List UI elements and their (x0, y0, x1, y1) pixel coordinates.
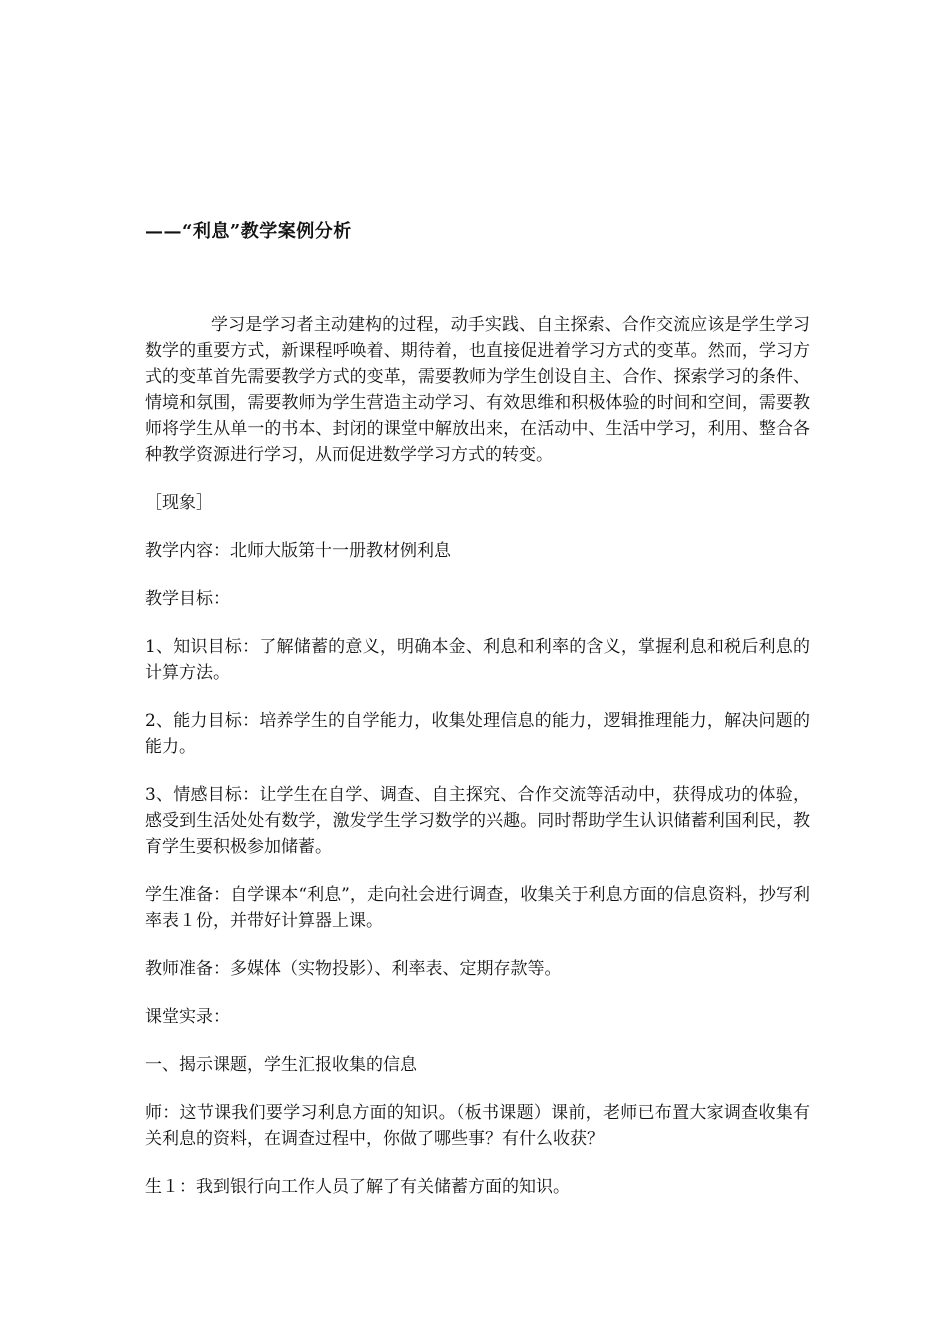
student-preparation: 学生准备：自学课本“利息”，走向社会进行调查，收集关于利息方面的信息资料，抄写利率表１份，并带好计算器上课。 (145, 885, 810, 931)
teaching-content-line: 教学内容：北师大版第十一册教材例利息 (145, 541, 451, 561)
teaching-goals-heading: 教学目标： (145, 589, 230, 609)
document-body (145, 312, 810, 1222)
intro-paragraph: 学习是学习者主动建构的过程，动手实践、自主探索、合作交流应该是学生学习数学的重要方式，新课程呼唤着、期待着，也直接促进着学习方式的变革。然而，学习方式的变革首先需要教学方式的变革，需要教师为学生创设自主、合作、探索学习的条件、情境和氛围，需要教师为学生营造主动学习、有效思维和积极体验的时间和空间，需要教师将学生从单一的书本、封闭的课堂中解放出来，在活动中、生活中学习，利用、整合各种教学资源进行学习，从而促进数学学习方式的转变。 (145, 315, 810, 465)
class-record-heading: 课堂实录： (145, 1007, 230, 1027)
part-one-heading: 一、揭示课题，学生汇报收集的信息 (145, 1055, 417, 1075)
document-subtitle: ——“利息”教学案例分析 (145, 221, 352, 242)
goal-knowledge: 1、知识目标：了解储蓄的意义，明确本金、利息和利率的含义，掌握利息和税后利息的计算方法。 (145, 637, 810, 683)
goal-ability: 2、能力目标：培养学生的自学能力，收集处理信息的能力，逻辑推理能力，解决问题的能力。 (145, 711, 810, 757)
student-dialogue-1: 生１：我到银行向工作人员了解了有关储蓄方面的知识。 (145, 1177, 570, 1197)
goal-emotion: 3、情感目标：让学生在自学、调查、自主探究、合作交流等活动中，获得成功的体验，感受到生活处处有数学，激发学生学习数学的兴趣。同时帮助学生认识储蓄利国利民，教育学生要积极参加储蓄。 (145, 785, 810, 857)
teacher-dialogue: 师：这节课我们要学习利息方面的知识。（板书课题）课前，老师已布置大家调查收集有关利息的资料，在调查过程中，你做了哪些事？有什么收获？ (145, 1103, 810, 1149)
document-page (145, 0, 810, 1344)
section-heading-phenomenon: ［现象］ (145, 493, 213, 513)
teacher-preparation: 教师准备：多媒体（实物投影）、利率表、定期存款等。 (145, 959, 562, 979)
